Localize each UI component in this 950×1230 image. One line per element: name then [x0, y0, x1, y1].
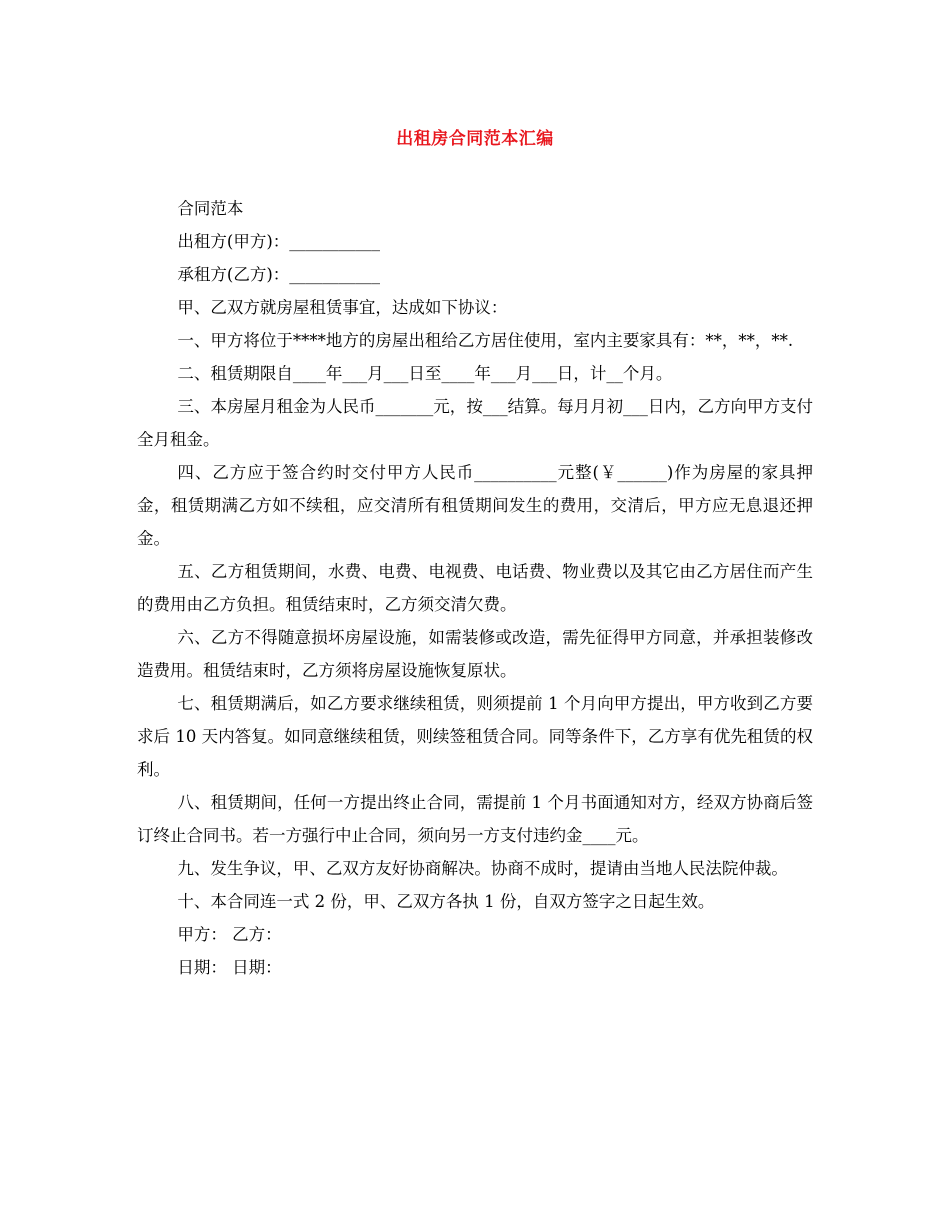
document-body — [137, 192, 813, 984]
paragraph-clause-3: 三、本房屋月租金为人民币_______元，按___结算。每月月初___日内，乙方向甲方支付全月租金。 — [137, 397, 813, 449]
paragraph-clause-4: 四、乙方应于签合约时交付甲方人民币__________元整(￥______)作为房屋的家具押金，租赁期满乙方如不续租，应交清所有租赁期间发生的费用，交清后，甲方应无息退还押金。 — [137, 463, 813, 548]
paragraph-clause-8: 八、租赁期间，任何一方提出终止合同，需提前 1 个月书面通知对方，经双方协商后签订终止合同书。若一方强行中止合同，须向另一方支付违约金____元。 — [137, 793, 813, 845]
paragraph-clause-1: 一、甲方将位于****地方的房屋出租给乙方居住使用，室内主要家具有：**，**，**. — [177, 331, 794, 350]
signature-dates: 日期： 日期： — [177, 958, 282, 977]
signature-parties: 甲方： 乙方： — [177, 925, 282, 944]
paragraph-clause-9: 九、发生争议，甲、乙双方友好协商解决。协商不成时，提请由当地人民法院仲裁。 — [177, 859, 788, 878]
paragraph-clause-2: 二、租赁期限自____年___月___日至____年___月___日，计__个月。 — [177, 364, 673, 383]
paragraph-clause-7: 七、租赁期满后，如乙方要求继续租赁，则须提前 1 个月向甲方提出，甲方收到乙方要求后 10 天内答复。如同意继续租赁，则续签租赁合同。同等条件下，乙方享有优先租赁的权利。 — [137, 694, 813, 779]
paragraph-heading: 合同范本 — [177, 199, 244, 218]
paragraph-clause-10: 十、本合同连一式 2 份，甲、乙双方各执 1 份，自双方签字之日起生效。 — [177, 892, 715, 911]
paragraph-intro: 甲、乙双方就房屋租赁事宜，达成如下协议： — [177, 298, 508, 317]
document-title: 出租房合同范本汇编 — [396, 129, 554, 149]
paragraph-clause-6: 六、乙方不得随意损坏房屋设施，如需装修或改造，需先征得甲方同意，并承担装修改造费用。租赁结束时，乙方须将房屋设施恢复原状。 — [137, 628, 813, 680]
paragraph-lessor: 出租方(甲方)：___________ — [177, 232, 381, 251]
paragraph-lessee: 承租方(乙方)：___________ — [177, 265, 381, 284]
paragraph-clause-5: 五、乙方租赁期间，水费、电费、电视费、电话费、物业费以及其它由乙方居住而产生的费用由乙方负担。租赁结束时，乙方须交清欠费。 — [137, 562, 813, 614]
